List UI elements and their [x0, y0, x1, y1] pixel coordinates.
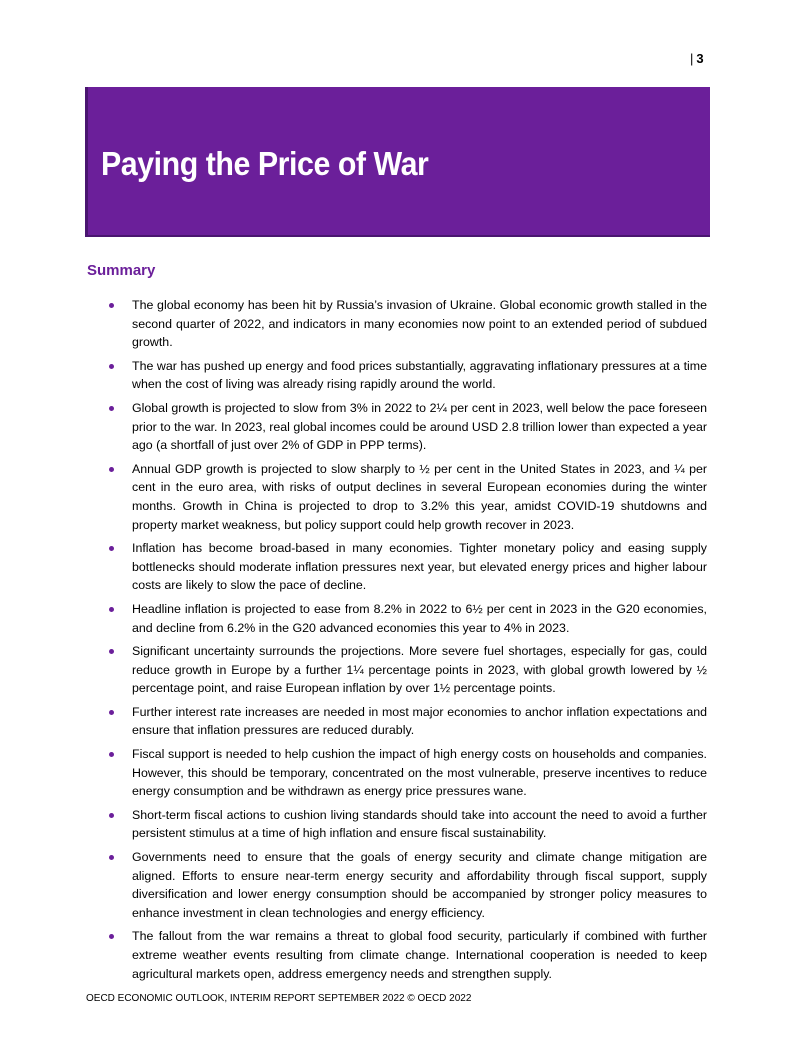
bullet-icon	[109, 303, 114, 308]
bullet-icon	[109, 607, 114, 612]
page-title: Paying the Price of War	[101, 145, 429, 182]
bullet-icon	[109, 649, 114, 654]
page-footer: OECD ECONOMIC OUTLOOK, INTERIM REPORT SEPTEMBER 2022 © OECD 2022	[86, 993, 472, 1004]
bullet-icon	[109, 855, 114, 860]
list-item	[107, 539, 707, 595]
list-item	[107, 357, 707, 394]
summary-heading: Summary	[87, 262, 156, 279]
list-item-text: Fiscal support is needed to help cushion the impact of high energy costs on households and companies. However, this should be temporary, concentrated on the most vulnerable, preserve incentives to reduce energy consumption and be withdrawn as energy price pressures wane.	[132, 747, 707, 799]
bullet-icon	[109, 467, 114, 472]
title-banner	[85, 87, 710, 237]
summary-list	[107, 296, 707, 988]
list-item-text: Further interest rate increases are needed in most major economies to anchor inflation expectations and ensure that inflation pressures are reduced durably.	[132, 704, 707, 738]
list-item-text: Significant uncertainty surrounds the projections. More severe fuel shortages, especially for gas, could reduce growth in Europe by a further 1¼ percentage points in 2023, with global growth lowered by ½ percentage point, and raise European inflation by over 1½ percentage points.	[132, 644, 707, 696]
page-number-value: 3	[696, 51, 704, 66]
list-item	[107, 848, 707, 922]
list-item	[107, 806, 707, 843]
list-item	[107, 460, 707, 534]
page-number-separator: |	[690, 51, 694, 66]
list-item-text: Inflation has become broad-based in many economies. Tighter monetary policy and easing supply bottlenecks should moderate inflation pressures next year, but elevated energy prices and higher labour costs are likely to slow the pace of decline.	[132, 541, 707, 593]
list-item-text: The global economy has been hit by Russia’s invasion of Ukraine. Global economic growth stalled in the second quarter of 2022, and indicators in many economies now point to an extended period of subdued growth.	[132, 298, 707, 350]
list-item	[107, 703, 707, 740]
bullet-icon	[109, 710, 114, 715]
list-item-text: Short-term fiscal actions to cushion living standards should take into account the need to avoid a further persistent stimulus at a time of high inflation and ensure fiscal sustainability.	[132, 807, 707, 841]
list-item	[107, 600, 707, 637]
list-item-text: Annual GDP growth is projected to slow sharply to ½ per cent in the United States in 2023, and ¼ per cent in the euro area, with risks of output declines in several European economies during the winter months. Growth in China is projected to drop to 3.2% this year, amidst COVID-19 shutdowns and property market weakness, but policy support could help growth recover in 2023.	[132, 461, 707, 532]
list-item-text: The fallout from the war remains a threat to global food security, particularly if combined with further extreme weather events resulting from climate change. International cooperation is needed to keep agricultural markets open, address emergency needs and strengthen supply.	[132, 929, 707, 981]
list-item	[107, 927, 707, 983]
bullet-icon	[109, 406, 114, 411]
list-item-text: Headline inflation is projected to ease from 8.2% in 2022 to 6½ per cent in 2023 in the G20 economies, and decline from 6.2% in the G20 advanced economies this year to 4% in 2023.	[132, 601, 707, 635]
list-item	[107, 745, 707, 801]
list-item	[107, 642, 707, 698]
bullet-icon	[109, 546, 114, 551]
bullet-icon	[109, 752, 114, 757]
list-item-text: The war has pushed up energy and food prices substantially, aggravating inflationary pressures at a time when the cost of living was already rising rapidly around the world.	[132, 358, 707, 392]
list-item	[107, 399, 707, 455]
bullet-icon	[109, 364, 114, 369]
bullet-icon	[109, 934, 114, 939]
list-item-text: Governments need to ensure that the goals of energy security and climate change mitigation are aligned. Efforts to ensure near-term energy security and affordability through fiscal support, supply diversification and lower energy consumption should be accompanied by stronger policy measures to enhance investment in clean technologies and energy efficiency.	[132, 850, 707, 920]
bullet-icon	[109, 813, 114, 818]
page-number	[690, 51, 704, 66]
list-item	[107, 296, 707, 352]
list-item-text: Global growth is projected to slow from 3% in 2022 to 2¼ per cent in 2023, well below the pace foreseen prior to the war. In 2023, real global incomes could be around USD 2.8 trillion lower than expected a year ago (a shortfall of just over 2% of GDP in PPP terms).	[132, 400, 707, 453]
